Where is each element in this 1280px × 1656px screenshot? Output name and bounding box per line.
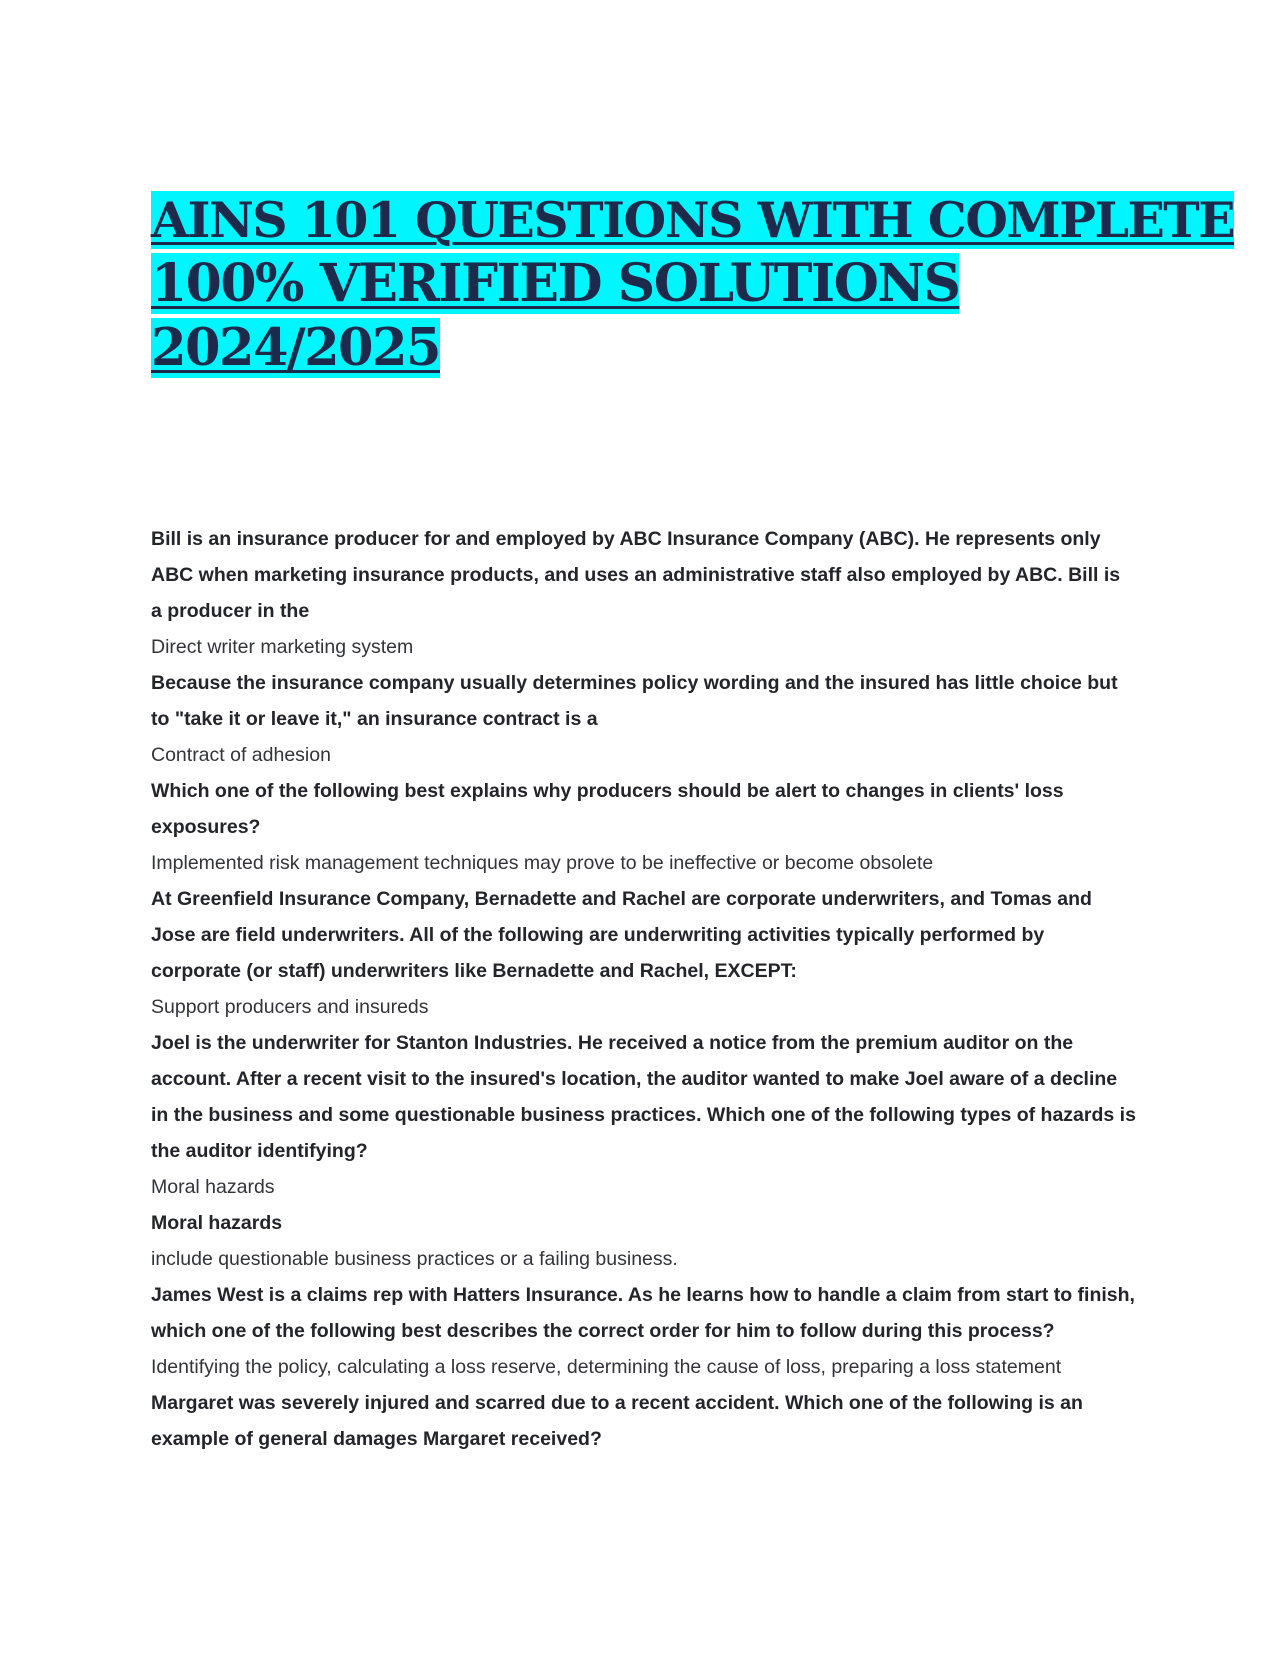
question-text: James West is a claims rep with Hatters Insurance. As he learns how to handle a claim from start to finish, which one of the following best describes the correct order for him to follow during this process? — [151, 1284, 1135, 1342]
question-text: Margaret was severely injured and scarred due to a recent accident. Which one of the following is an example of general damages Margaret received? — [151, 1392, 1083, 1450]
title-line: AINS 101 QUESTIONS WITH COMPLETE — [151, 191, 1235, 249]
question-text: Joel is the underwriter for Stanton Industries. He received a notice from the premium auditor on the account. After a recent visit to the insured's location, the auditor wanted to make Joel aware of a decline in the business and some questionable business practices. Which one of the following types of hazards is the auditor identifying? — [151, 1032, 1136, 1162]
title-line: 2024/2025 — [151, 318, 441, 378]
question-text: Bill is an insurance producer for and employed by ABC Insurance Company (ABC). He represents only ABC when marketing insurance products, and uses an administrative staff also employed by ABC. Bill is a producer in the — [151, 528, 1121, 622]
question-text: Because the insurance company usually determines policy wording and the insured has little choice but to "take it or leave it," an insurance contract is a — [151, 672, 1118, 730]
answer-text: Direct writer marketing system — [151, 636, 414, 658]
answer-text: Support producers and insureds — [151, 996, 429, 1018]
title-line: 100% VERIFIED SOLUTIONS — [151, 253, 960, 314]
answer-text: Implemented risk management techniques may prove to be ineffective or become obsolete — [151, 852, 934, 874]
answer-text: Moral hazards — [151, 1176, 275, 1198]
answer-text: Contract of adhesion — [151, 744, 331, 766]
question-text: Moral hazards — [151, 1212, 283, 1234]
answer-text: include questionable business practices or a failing business. — [151, 1248, 678, 1270]
answer-text: Identifying the policy, calculating a loss reserve, determining the cause of loss, preparing a loss statement — [151, 1356, 1062, 1378]
question-text: Which one of the following best explains why producers should be alert to changes in clients' loss exposures? — [151, 780, 1064, 838]
question-text: At Greenfield Insurance Company, Bernadette and Rachel are corporate underwriters, and Tomas and Jose are field underwriters. All of the following are underwriting activities typically performed by corporate (or staff) underwriters like Bernadette and Rachel, EXCEPT: — [151, 888, 1092, 982]
document-title — [151, 188, 1235, 380]
question-answer-list — [151, 521, 1136, 1457]
